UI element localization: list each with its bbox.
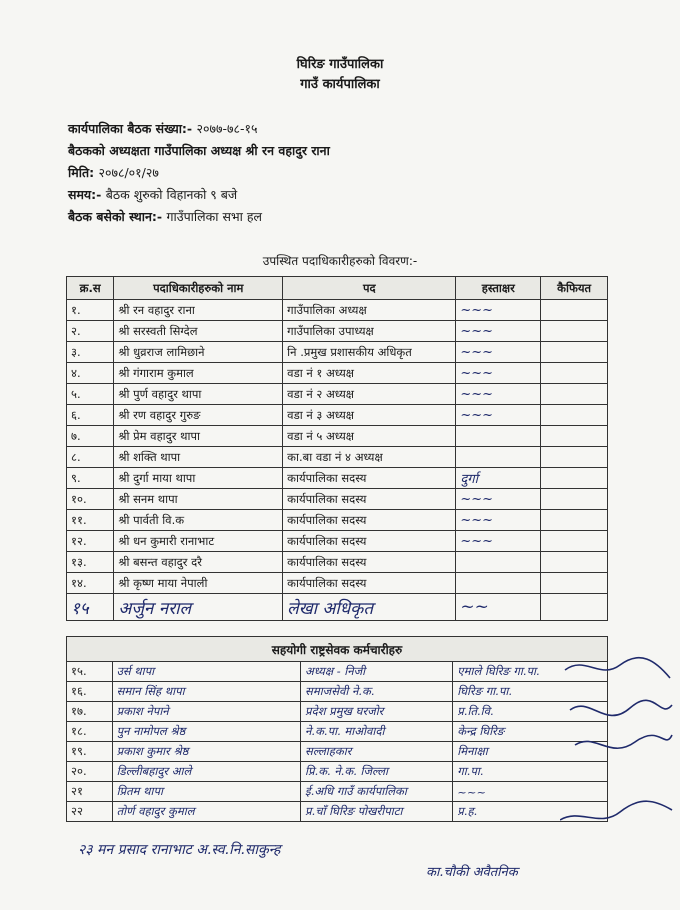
staff-post: ई.अधि गाउँ कार्यपालिका — [301, 782, 453, 802]
row-signature: ~~~ — [456, 405, 541, 426]
staff-post: प्रदेश प्रमुख घरजोर — [301, 702, 453, 722]
attendance-table — [66, 276, 608, 621]
row-post: कार्यपालिका सदस्य — [283, 573, 456, 594]
row-post: गाउँपालिका अध्यक्ष — [283, 300, 456, 321]
row-sn: १३. — [67, 552, 114, 573]
row-signature: ~~~ — [456, 342, 541, 363]
row-post: वडा नं २ अध्यक्ष — [283, 384, 456, 405]
row-post: गाउँपालिका उपाध्यक्ष — [283, 321, 456, 342]
table-row — [67, 342, 608, 363]
footer-handwritten-line-2: का.चौकी अवैतनिक — [426, 865, 518, 880]
row-signature: ~~~ — [456, 510, 541, 531]
staff-name: पुन नामोपल श्रेष्ठ — [112, 722, 300, 742]
row-name: श्री कृष्ण माया नेपाली — [114, 573, 283, 594]
meeting-place — [68, 208, 262, 225]
row-name: श्री रण वहादुर गुरुङ — [114, 405, 283, 426]
meeting-date-label: मिति: — [68, 165, 95, 180]
row-sn: ११. — [67, 510, 114, 531]
meeting-place-label: बैठक बसेको स्थान:- — [68, 209, 163, 224]
row-remarks — [541, 405, 608, 426]
table-row — [67, 552, 608, 573]
signature-stroke — [570, 700, 672, 715]
row-sn: ५. — [67, 384, 114, 405]
row-signature — [456, 447, 541, 468]
header-name: पदाधिकारीहरुको नाम — [114, 277, 283, 300]
table-row — [67, 782, 608, 802]
row-signature: दुर्गा — [456, 468, 541, 489]
meeting-number — [68, 120, 258, 137]
staff-name: उर्स थापा — [112, 662, 300, 682]
staff-heading-row — [67, 637, 608, 662]
row-post: कार्यपालिका सदस्य — [283, 510, 456, 531]
attendance-header-row — [67, 277, 608, 300]
staff-office: ~~~ — [453, 782, 608, 802]
table-row — [67, 426, 608, 447]
table-row — [67, 363, 608, 384]
staff-office: प्र.ह. — [453, 802, 608, 822]
row-signature: ~~~ — [456, 300, 541, 321]
row-post: वडा नं ३ अध्यक्ष — [283, 405, 456, 426]
row-name: श्री रन वहादुर राना — [114, 300, 283, 321]
row-signature: ~~~ — [456, 531, 541, 552]
row-sn: ६. — [67, 405, 114, 426]
row-signature — [456, 552, 541, 573]
staff-sn: १९. — [67, 742, 113, 762]
staff-sn: १६. — [67, 682, 113, 702]
staff-name: समान सिंह थापा — [112, 682, 300, 702]
staff-office: घिरिङ गा.पा. — [453, 682, 608, 702]
signature-stroke — [560, 801, 672, 820]
staff-heading: सहयोगी राष्ट्रसेवक कर्मचारीहरु — [67, 637, 608, 662]
staff-name: प्रकाश नेपाने — [112, 702, 300, 722]
row-sn: १२. — [67, 531, 114, 552]
staff-post: प्रि.क. ने.क. जिल्ला — [301, 762, 453, 782]
table-row — [67, 384, 608, 405]
handwritten-row — [67, 594, 608, 621]
staff-sn: २१ — [67, 782, 113, 802]
row-sn: ८. — [67, 447, 114, 468]
signature-scribbles — [560, 650, 678, 830]
staff-office: एमाले घिरिङ गा.पा. — [453, 662, 608, 682]
signature-stroke — [575, 735, 672, 748]
table-row — [67, 802, 608, 822]
row-remarks — [541, 573, 608, 594]
row-sn: १. — [67, 300, 114, 321]
row-post: वडा नं ५ अध्यक्ष — [283, 426, 456, 447]
row-signature — [456, 426, 541, 447]
meeting-place-value: गाउँपालिका सभा हल — [166, 209, 263, 224]
table-row — [67, 702, 608, 722]
row-signature — [456, 573, 541, 594]
table-row — [67, 405, 608, 426]
staff-post: ने.क.पा. माओवादी — [301, 722, 453, 742]
row-post: कार्यपालिका सदस्य — [283, 552, 456, 573]
meeting-time — [68, 186, 237, 203]
row-sn: ७. — [67, 426, 114, 447]
table-row — [67, 300, 608, 321]
row-name: श्री बसन्त वहादुर दरै — [114, 552, 283, 573]
row-post: नि .प्रमुख प्रशासकीय अधिकृत — [283, 342, 456, 363]
executive-title: गाउँ कार्यपालिका — [300, 77, 380, 92]
row-name: श्री सरस्वती सिग्देल — [114, 321, 283, 342]
staff-post: अध्यक्ष - निजी — [301, 662, 453, 682]
row-remarks — [541, 300, 608, 321]
row-remarks — [541, 426, 608, 447]
footer-handwritten-line: २३ मन प्रसाद रानाभाट अ.स्व.नि.साकुन्ह — [78, 842, 281, 858]
staff-name: प्रितम थापा — [112, 782, 300, 802]
table-row — [67, 489, 608, 510]
row-remarks — [541, 342, 608, 363]
row-remarks — [541, 510, 608, 531]
staff-name: प्रकाश कुमार श्रेष्ठ — [112, 742, 300, 762]
row-post: का.बा वडा नं ४ अध्यक्ष — [283, 447, 456, 468]
header-remarks: कैफियत — [541, 277, 608, 300]
table-row — [67, 662, 608, 682]
staff-sn: २०. — [67, 762, 113, 782]
row-signature: ~~~ — [456, 384, 541, 405]
row-post: कार्यपालिका सदस्य — [283, 489, 456, 510]
table-row — [67, 510, 608, 531]
table-row — [67, 762, 608, 782]
row-remarks — [541, 531, 608, 552]
municipality-title: घिरिङ गाउँपालिका — [296, 57, 384, 72]
staff-name: डिल्लीबहादुर आले — [112, 762, 300, 782]
row-name: श्री धन कुमारी रानाभाट — [114, 531, 283, 552]
row-post: लेखा अधिकृत — [283, 594, 456, 621]
table-row — [67, 682, 608, 702]
row-signature: ~~~ — [456, 489, 541, 510]
header-signature: हस्ताक्षर — [456, 277, 541, 300]
attendance-caption: उपस्थित पदाधिकारीहरुको विवरण:- — [262, 254, 418, 268]
meeting-chair: बैठकको अध्यक्षता गाउँपालिका अध्यक्ष श्री रन वहादुर राना — [68, 143, 330, 158]
staff-sn: १५. — [67, 662, 113, 682]
staff-post: समाजसेवी ने.क. — [301, 682, 453, 702]
row-sn: १०. — [67, 489, 114, 510]
staff-sn: २२ — [67, 802, 113, 822]
row-sn: ३. — [67, 342, 114, 363]
row-name: श्री गंगाराम कुमाल — [114, 363, 283, 384]
row-post: कार्यपालिका सदस्य — [283, 468, 456, 489]
staff-office: मिनाक्षा — [453, 742, 608, 762]
table-row — [67, 468, 608, 489]
row-remarks — [541, 384, 608, 405]
staff-post: प्र.चाँ घिरिङ पोखरीपाटा — [301, 802, 453, 822]
row-remarks — [541, 489, 608, 510]
row-name: श्री दुर्गा माया थापा — [114, 468, 283, 489]
staff-name: तोर्ण वहादुर कुमाल — [112, 802, 300, 822]
table-row — [67, 447, 608, 468]
row-name: श्री प्रेम वहादुर थापा — [114, 426, 283, 447]
row-name: श्री धुव्रराज लामिछाने — [114, 342, 283, 363]
row-post: कार्यपालिका सदस्य — [283, 531, 456, 552]
signature-stroke — [565, 658, 670, 678]
header-sn: क्र.स — [67, 277, 114, 300]
meeting-date-value: २०७८/०१/२७ — [98, 165, 159, 180]
staff-office: केन्द्र घिरिङ — [453, 722, 608, 742]
row-sn: ४. — [67, 363, 114, 384]
header-post: पद — [283, 277, 456, 300]
row-name: श्री पार्वती वि.क — [114, 510, 283, 531]
table-row — [67, 321, 608, 342]
row-signature: ~~ — [456, 594, 541, 621]
row-name: श्री पुर्ण वहादुर थापा — [114, 384, 283, 405]
row-remarks — [541, 447, 608, 468]
row-name: श्री सनम थापा — [114, 489, 283, 510]
row-post: वडा नं १ अध्यक्ष — [283, 363, 456, 384]
meeting-time-label: समय:- — [68, 187, 102, 202]
staff-table — [66, 636, 608, 822]
row-remarks — [541, 594, 608, 621]
table-row — [67, 573, 608, 594]
meeting-number-value: २०७७-७८-१५ — [196, 121, 258, 136]
row-remarks — [541, 363, 608, 384]
row-signature: ~~~ — [456, 363, 541, 384]
staff-post: सल्लाहकार — [301, 742, 453, 762]
table-row — [67, 531, 608, 552]
staff-office: गा.पा. — [453, 762, 608, 782]
row-name: श्री शक्ति थापा — [114, 447, 283, 468]
row-sn: १५ — [67, 594, 114, 621]
staff-sn: १८. — [67, 722, 113, 742]
meeting-number-label: कार्यपालिका बैठक संख्या:- — [68, 121, 193, 136]
staff-sn: १७. — [67, 702, 113, 722]
staff-office: प्र.ति.वि. — [453, 702, 608, 722]
row-name: अर्जुन नराल — [114, 594, 283, 621]
table-row — [67, 742, 608, 762]
row-remarks — [541, 468, 608, 489]
row-remarks — [541, 552, 608, 573]
row-sn: १४. — [67, 573, 114, 594]
row-signature: ~~~ — [456, 321, 541, 342]
meeting-date — [68, 164, 159, 181]
row-sn: ९. — [67, 468, 114, 489]
table-row — [67, 722, 608, 742]
row-sn: २. — [67, 321, 114, 342]
row-remarks — [541, 321, 608, 342]
meeting-time-value: बैठक शुरुको विहानको ९ बजे — [105, 187, 238, 202]
